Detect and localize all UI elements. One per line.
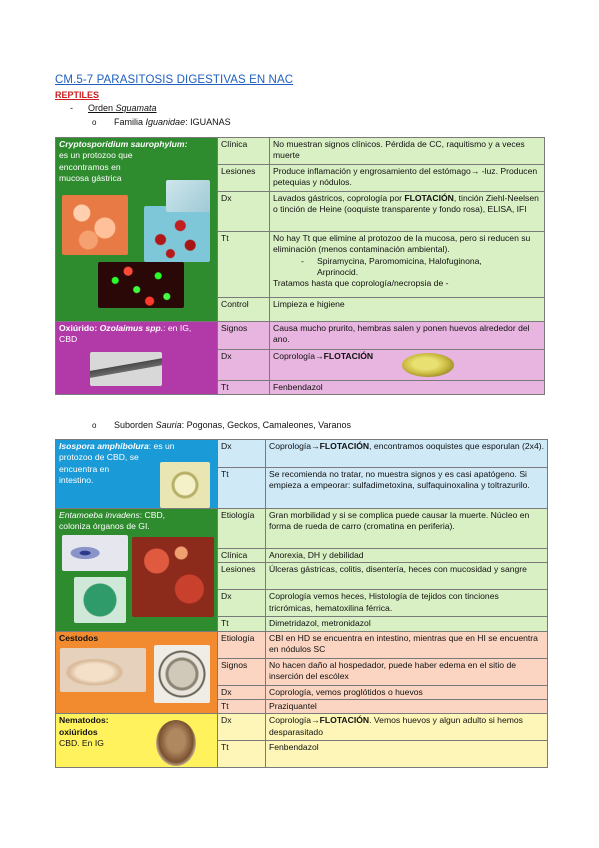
entamoeba-clinica-label: Clínica [218, 549, 266, 563]
oxiurido-desc: CBD [59, 334, 78, 345]
nematodos-name: Nematodos: oxiúridos [59, 715, 109, 737]
suborden-line: o Suborden Sauria: Pogonas, Geckos, Camaleones, Varanos [92, 420, 352, 430]
isospora-dx-text: Coprología→FLOTACIÓN, encontramos ooquistes que esporulan (2x4). [266, 440, 548, 468]
entamoeba-etiologia-label: Etiología [218, 509, 266, 549]
dash-marker: - [70, 103, 73, 113]
nematodos-tt-text: Fenbendazol [266, 741, 548, 768]
intestinal-lesion-photo [132, 537, 214, 617]
iguanas-table [55, 137, 545, 395]
sauria-table [55, 439, 548, 768]
isospora-tt-text: Se recomienda no tratar, no muestra signos y es casi apatógeno. Si empieza a empeorar: sulfadimetoxina, sulfaquinoxalina y toltrazurilo. [266, 468, 548, 509]
oxiurido-name: Oxiúrido: Ozolaimus spp.: en IG, [59, 323, 192, 333]
oxiurido-tt-label: Tt [218, 381, 270, 395]
nematode-egg-photo [156, 720, 196, 766]
micrograph-inset-photo [166, 180, 210, 212]
nematodos-cell [56, 714, 218, 768]
familia-line: o Familia Iguanidae: IGUANAS [92, 117, 231, 127]
crypto-control-text: Limpieza e higiene [270, 298, 545, 322]
crypto-tt-text: No hay Tt que elimine al protozoo de la mucosa, pero si reducen su eliminación (menos contaminación ambiental). - Spiramycina, Paromomicina, Halofuginona, Arprinocid. Tratamos hasta que coprología/necropsia de - [270, 232, 545, 298]
entamoeba-tt-text: Dimetridazol, metronidazol [266, 617, 548, 631]
crypto-cell [56, 138, 218, 322]
isospora-dx-label: Dx [218, 440, 266, 468]
crypto-clinica-text: No muestran signos clínicos. Pérdida de CC, raquitismo y a veces muerte [270, 138, 545, 165]
entamoeba-lesiones-text: Úlceras gástricas, colitis, disentería, heces con mucosidad y sangre [266, 563, 548, 590]
cestodos-cell [56, 631, 218, 714]
oxyurid-egg-photo [402, 353, 454, 377]
cestodos-etiologia-label: Etiología [218, 631, 266, 658]
orden-line [70, 103, 157, 115]
oxiurido-signos-label: Signos [218, 322, 270, 350]
isospora-cell [56, 440, 218, 509]
crypto-name: Cryptosporidium saurophylum: [59, 139, 188, 149]
cestodos-tt-text: Praziquantel [266, 700, 548, 714]
cestodos-dx-label: Dx [218, 685, 266, 699]
oxiurido-cell [56, 322, 218, 395]
entamoeba-desc: Entamoeba invadens: CBD, coloniza órganos de GI. [59, 510, 166, 532]
entamoeba-etiologia-text: Gran morbilidad y si se complica puede causar la muerte. Núcleo en forma de rueda de carro (cromatina en periferia). [266, 509, 548, 549]
oxiurido-tt-text: Fenbendazol [270, 381, 545, 395]
cestode-egg-photo [154, 645, 210, 703]
crypto-tt-drugs: - Spiramycina, Paromomicina, Halofuginona, Arprinocid. [301, 255, 482, 278]
nematodos-dx-text: Coprología→FLOTACIÓN. Vemos huevos y algun adulto si hemos desparasitado [266, 714, 548, 741]
stained-oocysts-photo [144, 206, 210, 262]
nematodos-desc: CBD. En IG [59, 738, 104, 749]
crypto-lesiones-label: Lesiones [218, 165, 270, 192]
entamoeba-clinica-text: Anorexia, DH y debilidad [266, 549, 548, 563]
cestodos-name: Cestodos [59, 632, 99, 643]
crypto-dx-text: Lavados gástricos, coprología por FLOTACIÓN, tinción Ziehl-Neelsen o tinción de Heine (ooquiste transparente y fondo rosa), ELISA, IFI [270, 192, 545, 232]
crypto-clinica-label: Clínica [218, 138, 270, 165]
crypto-tt-label: Tt [218, 232, 270, 298]
entamoeba-dx-text: Coprología vemos heces, Histología de tejidos con tinciones tricrómicas, hematoxilina férrica. [266, 590, 548, 617]
entamoeba-dx-label: Dx [218, 590, 266, 617]
orden-label: Orden Squamata [88, 103, 157, 113]
crypto-control-label: Control [218, 298, 270, 322]
crypto-desc: es un protozoo que encontramos en mucosa gástrica [59, 150, 133, 184]
oxyurid-worm-photo [90, 352, 162, 386]
cestodos-etiologia-text: CBI en HD se encuentra en intestino, mientras que en HI se encuentra en nódulos SC [266, 631, 548, 658]
isospora-oocyst-photo [160, 462, 210, 508]
section-heading: REPTILES [55, 90, 100, 100]
page-title: CM.5-7 PARASITOSIS DIGESTIVAS EN NAC [55, 74, 294, 86]
oxiurido-dx-text: Coprología→FLOTACIÓN [270, 350, 545, 381]
bullet-marker: o [92, 421, 97, 430]
trophozoite-blue-photo [62, 535, 128, 571]
crypto-dx-label: Dx [218, 192, 270, 232]
entamoeba-lesiones-label: Lesiones [218, 563, 266, 590]
isospora-desc: Isospora amphibolura: es un protozoo de CBD, se encuentra en intestino. [59, 441, 175, 486]
cestodos-dx-text: Coprología, vemos proglótidos o huevos [266, 685, 548, 699]
oxiurido-dx-label: Dx [218, 350, 270, 381]
cestodos-signos-label: Signos [218, 658, 266, 685]
bullet-marker: o [92, 118, 97, 127]
isospora-tt-label: Tt [218, 468, 266, 509]
cyst-green-photo [74, 577, 126, 623]
gastric-mucosa-photo [62, 195, 128, 255]
entamoeba-cell [56, 509, 218, 632]
cestodos-signos-text: No hacen daño al hospedador, puede haber edema en el sitio de inserción del escólex [266, 658, 548, 685]
cestodos-tt-label: Tt [218, 700, 266, 714]
oxiurido-signos-text: Causa mucho prurito, hembras salen y ponen huevos alrededor del ano. [270, 322, 545, 350]
crypto-lesiones-text: Produce inflamación y engrosamiento del estómago→ -luz. Producen petequias y nódulos. [270, 165, 545, 192]
nematodos-tt-label: Tt [218, 741, 266, 768]
entamoeba-tt-label: Tt [218, 617, 266, 631]
nematodos-dx-label: Dx [218, 714, 266, 741]
cestode-larva-photo [60, 648, 146, 692]
fluorescence-ifi-photo [98, 262, 184, 308]
